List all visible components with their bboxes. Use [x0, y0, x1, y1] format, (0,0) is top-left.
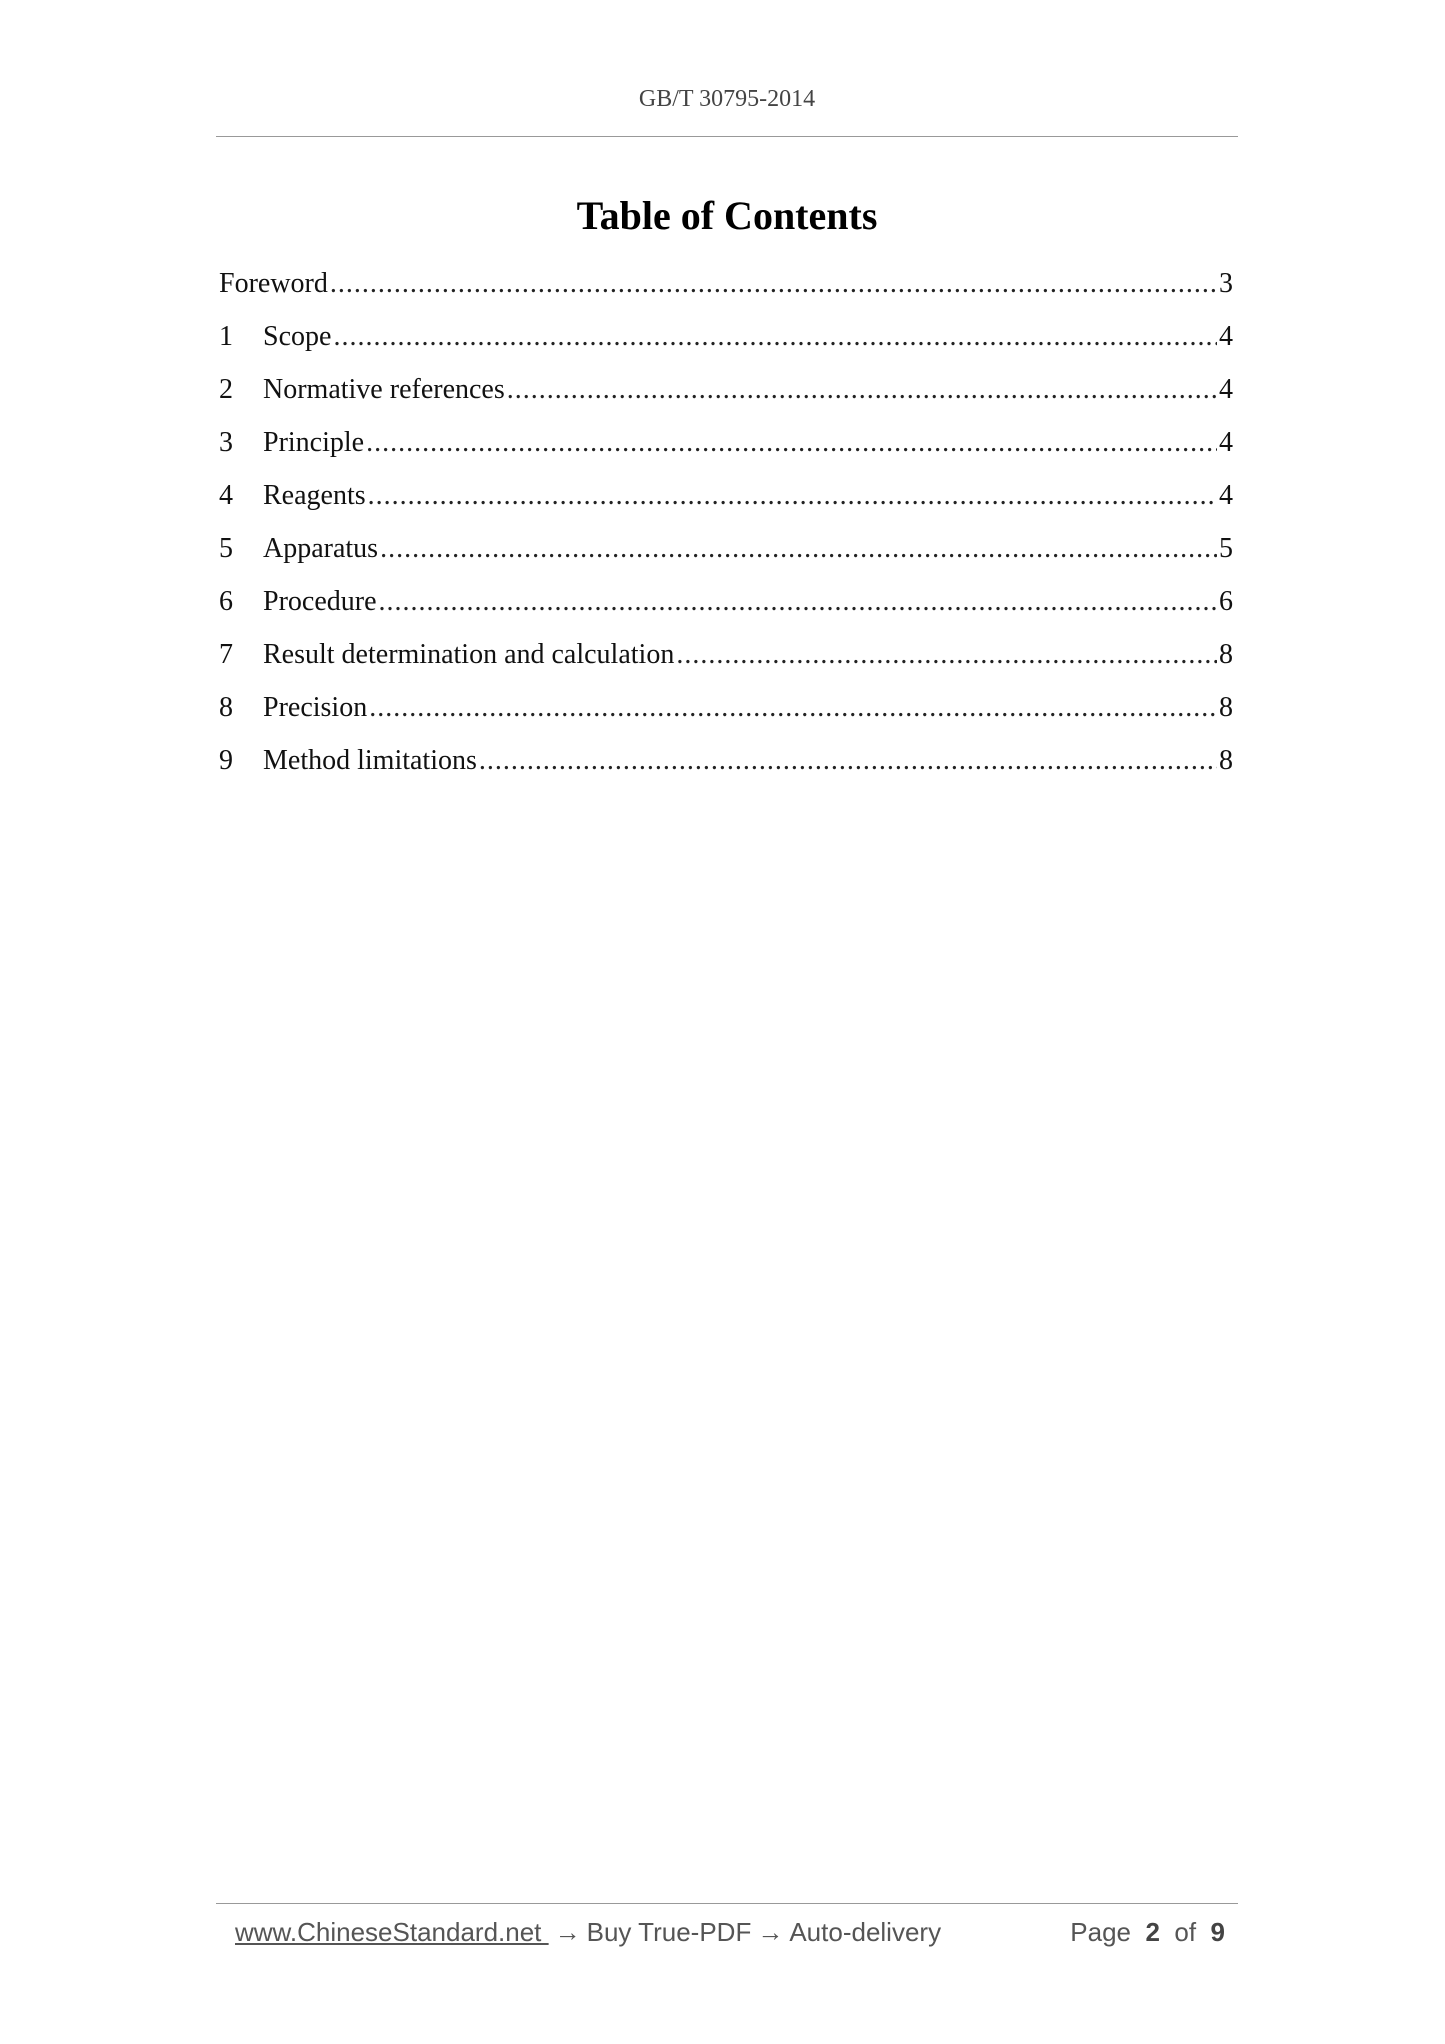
toc-leader-dots: [676, 639, 1217, 671]
page-footer: [235, 1917, 1225, 1948]
toc-entry-method-limitations[interactable]: [219, 745, 1233, 798]
toc-entry-page: 4: [1219, 321, 1233, 352]
toc-entry-number: 7: [219, 639, 233, 670]
toc-entry-page: 8: [1219, 639, 1233, 670]
toc-entry-page: 4: [1219, 480, 1233, 511]
toc-leader-dots: [368, 480, 1217, 512]
toc-entry-page: 8: [1219, 692, 1233, 723]
footer-rule: [216, 1903, 1238, 1904]
toc-entry-label: Procedure: [263, 586, 377, 617]
toc-entry-label: Precision: [263, 692, 368, 723]
arrow-right-icon: →: [757, 1917, 784, 1947]
toc-entry-label: Normative references: [263, 374, 505, 405]
toc-entry-apparatus[interactable]: [219, 533, 1233, 586]
toc-entry-label: Apparatus: [263, 533, 379, 564]
toc-entry-label: Result determination and calculation: [263, 639, 675, 670]
toc-entry-normative-references[interactable]: [219, 374, 1233, 427]
arrow-right-icon: →: [554, 1917, 581, 1947]
toc-entry-label: Scope: [263, 321, 332, 352]
toc-entry-principle[interactable]: [219, 427, 1233, 480]
toc-entry-scope[interactable]: [219, 321, 1233, 374]
footer-promo: [235, 1917, 941, 1948]
toc-entry-number: 9: [219, 745, 233, 776]
toc-leader-dots: [380, 533, 1217, 565]
website-link[interactable]: www.ChineseStandard.net: [235, 1917, 549, 1947]
delivery-text: Auto-delivery: [789, 1917, 942, 1947]
toc-entry-label: Foreword: [219, 268, 328, 299]
toc-entry-number: 3: [219, 427, 233, 458]
toc-entry-number: 4: [219, 480, 233, 511]
toc-entry-number: 2: [219, 374, 233, 405]
toc-entry-precision[interactable]: [219, 692, 1233, 745]
toc-leader-dots: [479, 745, 1217, 777]
toc-entry-label: Method limitations: [263, 745, 477, 776]
toc-entry-result-determination[interactable]: [219, 639, 1233, 692]
toc-entry-procedure[interactable]: [219, 586, 1233, 639]
toc-entry-page: 4: [1219, 427, 1233, 458]
page-indicator: [1070, 1917, 1225, 1948]
running-header: GB/T 30795-2014: [638, 86, 816, 112]
page-word: Page: [1070, 1917, 1132, 1947]
toc-leader-dots: [366, 427, 1217, 459]
of-word: of: [1174, 1917, 1197, 1947]
toc-entry-number: 8: [219, 692, 233, 723]
header-rule: [216, 136, 1238, 137]
toc-leader-dots: [333, 321, 1217, 353]
toc-entry-foreword[interactable]: [219, 268, 1233, 321]
total-page-number: 9: [1210, 1917, 1225, 1947]
buy-text: Buy True-PDF: [586, 1917, 752, 1947]
toc-leader-dots: [507, 374, 1217, 406]
current-page-number: 2: [1145, 1917, 1160, 1947]
toc-list: [219, 268, 1233, 798]
toc-entry-page: 6: [1219, 586, 1233, 617]
toc-entry-label: Principle: [263, 427, 365, 458]
toc-entry-page: 4: [1219, 374, 1233, 405]
toc-entry-number: 1: [219, 321, 233, 352]
toc-entry-page: 3: [1219, 268, 1233, 299]
toc-title: Table of Contents: [576, 193, 878, 238]
toc-leader-dots: [379, 586, 1217, 618]
toc-leader-dots: [369, 692, 1217, 724]
toc-entry-page: 5: [1219, 533, 1233, 564]
toc-entry-label: Reagents: [263, 480, 366, 511]
toc-entry-page: 8: [1219, 745, 1233, 776]
toc-entry-number: 6: [219, 586, 233, 617]
toc-entry-reagents[interactable]: [219, 480, 1233, 533]
toc-leader-dots: [330, 268, 1217, 300]
toc-entry-number: 5: [219, 533, 233, 564]
